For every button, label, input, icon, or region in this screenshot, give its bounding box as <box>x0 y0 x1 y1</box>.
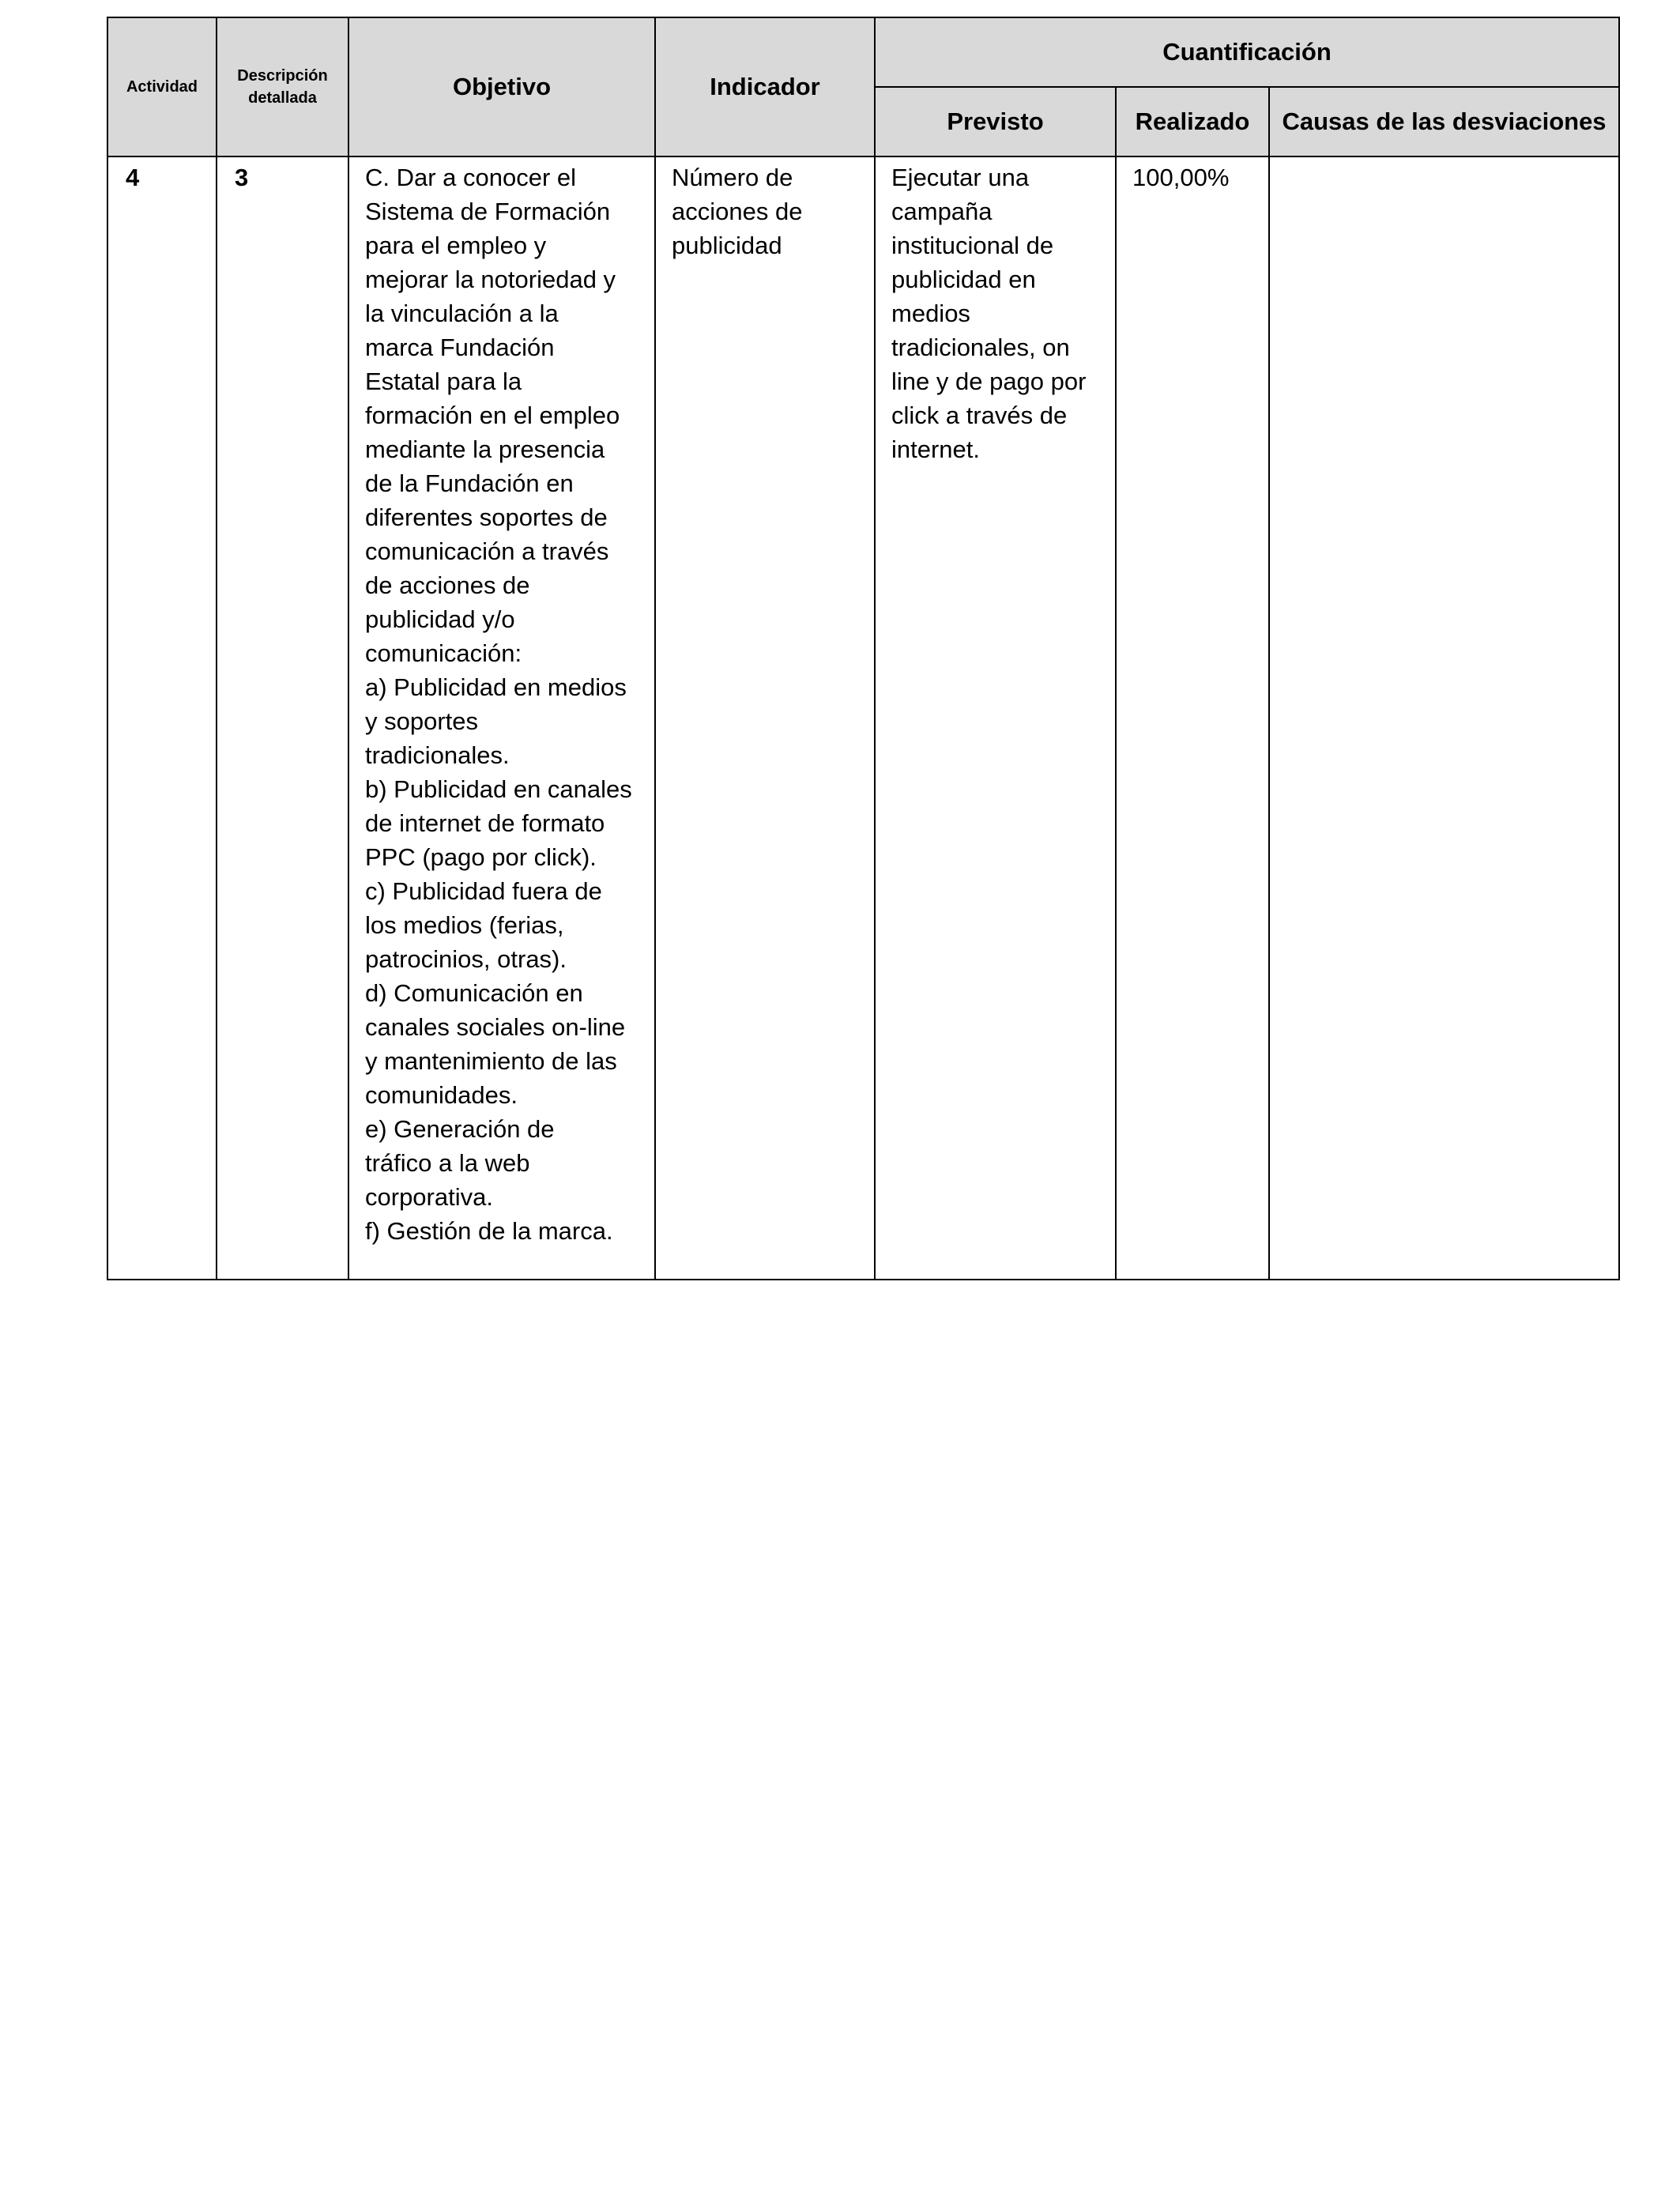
text-line: y mantenimiento de las <box>365 1047 617 1075</box>
header-previsto: Previsto <box>875 87 1116 156</box>
text-line: line y de pago por <box>891 368 1087 395</box>
header-realizado: Realizado <box>1116 87 1269 156</box>
text-line: acciones de <box>672 198 803 225</box>
text-line: los medios (ferias, <box>365 911 564 939</box>
text-line: Sistema de Formación <box>365 198 611 225</box>
text-line: internet. <box>891 435 981 463</box>
text-line: f) Gestión de la marca. <box>365 1217 613 1245</box>
text-line: y soportes <box>365 707 479 735</box>
text-line: corporativa. <box>365 1183 493 1211</box>
header-cuantificacion: Cuantificación <box>875 17 1619 87</box>
text-line: mejorar la notoriedad y <box>365 266 616 293</box>
text-line: a) Publicidad en medios <box>365 673 627 701</box>
text-line: d) Comunicación en <box>365 979 583 1007</box>
text-line: patrocinios, otras). <box>365 945 567 973</box>
text-line: canales sociales on-line <box>365 1013 626 1041</box>
cell-descripcion: 3 <box>217 156 348 1280</box>
text-line: para el empleo y <box>365 232 547 259</box>
text-line: Número de <box>672 164 793 191</box>
text-line: publicidad <box>672 232 782 259</box>
header-causas: Causas de las desviaciones <box>1269 87 1619 156</box>
header-indicador: Indicador <box>655 17 875 156</box>
cell-realizado: 100,00% <box>1116 156 1269 1280</box>
text-line: Ejecutar una <box>891 164 1030 191</box>
table-header-row <box>107 17 1619 87</box>
cell-actividad: 4 <box>107 156 217 1280</box>
objetivo-text <box>365 160 640 1248</box>
text-line: publicidad y/o <box>365 605 515 633</box>
text-line: Estatal para la <box>365 368 522 395</box>
text-line: tradicionales, on <box>891 334 1070 361</box>
cell-causas <box>1269 156 1619 1280</box>
text-line: e) Generación de <box>365 1115 555 1143</box>
header-objetivo: Objetivo <box>348 17 655 156</box>
table-row <box>107 156 1619 1280</box>
cell-objetivo <box>348 156 655 1280</box>
text-line: mediante la presencia <box>365 435 605 463</box>
text-line: tráfico a la web <box>365 1149 530 1177</box>
header-descripcion-label: Descripción detallada <box>237 67 328 107</box>
text-line: formación en el empleo <box>365 401 620 429</box>
text-line: c) Publicidad fuera de <box>365 877 602 905</box>
text-line: comunicación: <box>365 639 522 667</box>
text-line: PPC (pago por click). <box>365 843 597 871</box>
text-line: C. Dar a conocer el <box>365 164 577 191</box>
activity-table <box>107 17 1620 1280</box>
header-descripcion <box>217 17 348 156</box>
indicador-text <box>672 160 860 262</box>
previsto-text <box>891 160 1101 466</box>
text-line: la vinculación a la <box>365 300 559 327</box>
text-line: de internet de formato <box>365 809 605 837</box>
text-line: publicidad en <box>891 266 1036 293</box>
text-line: comunidades. <box>365 1081 518 1109</box>
text-line: institucional de <box>891 232 1054 259</box>
text-line: campaña <box>891 198 993 225</box>
text-line: de la Fundación en <box>365 469 574 497</box>
text-line: comunicación a través <box>365 537 609 565</box>
text-line: b) Publicidad en canales <box>365 775 632 803</box>
text-line: tradicionales. <box>365 741 510 769</box>
text-line: click a través de <box>891 401 1068 429</box>
cell-previsto <box>875 156 1116 1280</box>
cell-indicador <box>655 156 875 1280</box>
text-line: marca Fundación <box>365 334 555 361</box>
header-actividad: Actividad <box>107 17 217 156</box>
text-line: de acciones de <box>365 571 530 599</box>
text-line: medios <box>891 300 970 327</box>
text-line: diferentes soportes de <box>365 503 608 531</box>
